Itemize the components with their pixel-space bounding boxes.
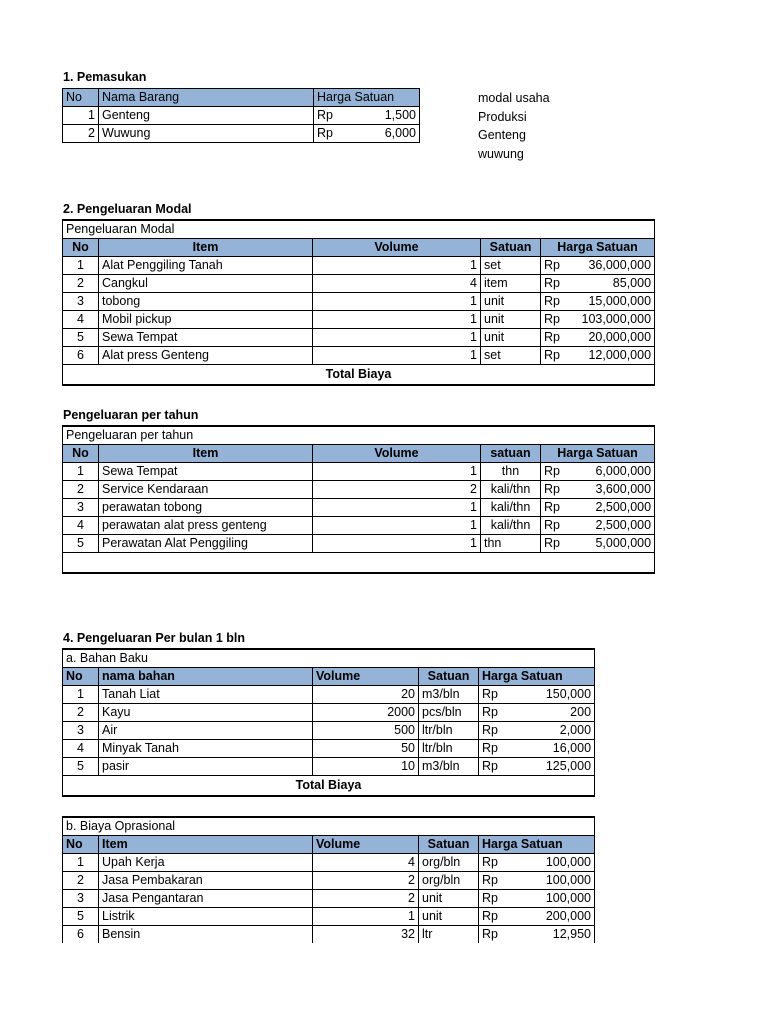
price-value: 100,000: [545, 873, 591, 887]
currency-label: Rp: [544, 258, 560, 272]
row-name: Wuwung: [99, 125, 314, 143]
currency-label: Rp: [544, 536, 560, 550]
table-row: [63, 890, 595, 908]
table-row: [63, 926, 595, 944]
total-row: [63, 365, 655, 386]
row-volume: 1: [313, 908, 419, 926]
price-value: 125,000: [545, 759, 592, 773]
row-price-cell: [541, 517, 655, 535]
table-row: [63, 758, 595, 776]
table-row: [63, 722, 595, 740]
row-unit: kali/thn: [481, 517, 541, 535]
row-no: 3: [63, 499, 99, 517]
table-row: [63, 293, 655, 311]
row-item: Cangkul: [99, 275, 313, 293]
row-unit: pcs/bln: [419, 704, 479, 722]
row-item: Perawatan Alat Penggiling: [99, 535, 313, 553]
price-value: 12,950: [552, 927, 591, 941]
note-line: modal usaha: [478, 91, 550, 105]
section-1-title: 1. Pemasukan: [63, 70, 147, 84]
row-price-cell: [479, 890, 595, 908]
price-value: 2,500,000: [595, 518, 652, 532]
row-item: Tanah Liat: [99, 686, 313, 704]
row-unit: ltr: [419, 926, 479, 944]
row-unit: thn: [481, 535, 541, 553]
currency-label: Rp: [482, 891, 498, 905]
price-value: 2,000: [559, 723, 592, 737]
table-row: [63, 908, 595, 926]
table-row: [63, 311, 655, 329]
currency-label: Rp: [544, 500, 560, 514]
row-no: 5: [63, 535, 99, 553]
row-price-cell: [541, 311, 655, 329]
row-price-cell: [479, 740, 595, 758]
row-price-cell: [314, 107, 420, 125]
row-volume: 4: [313, 854, 419, 872]
header-volume: Volume: [313, 836, 419, 854]
table-row: [63, 481, 655, 499]
total-label: Total Biaya: [63, 776, 595, 797]
header-satuan: satuan: [481, 445, 541, 463]
pengeluaran-per-tahun-table: [62, 425, 655, 574]
table-header-row: [63, 239, 655, 257]
row-no: 5: [63, 908, 99, 926]
row-volume: 1: [313, 517, 481, 535]
note-line: wuwung: [478, 146, 524, 161]
row-price-cell: [541, 463, 655, 481]
price-value: 200,000: [545, 909, 591, 923]
row-no: 2: [63, 125, 99, 143]
header-harga-satuan: Harga Satuan: [314, 89, 420, 107]
row-no: 3: [63, 890, 99, 908]
total-row: [63, 776, 595, 797]
row-no: 2: [63, 872, 99, 890]
row-unit: unit: [419, 908, 479, 926]
note-line: Genteng: [478, 128, 526, 142]
price-value: 1,500: [384, 108, 416, 122]
row-unit: m3/bln: [419, 686, 479, 704]
row-item: Sewa Tempat: [99, 463, 313, 481]
row-volume: 4: [313, 275, 481, 293]
price-value: 2,500,000: [595, 500, 652, 514]
currency-label: Rp: [544, 312, 560, 326]
price-value: 200: [570, 705, 592, 719]
price-value: 6,000,000: [595, 464, 652, 478]
table-caption: a. Bahan Baku: [63, 649, 595, 668]
row-item: Service Kendaraan: [99, 481, 313, 499]
price-value: 100,000: [545, 891, 591, 905]
row-price-cell: [541, 347, 655, 365]
row-unit: unit: [481, 329, 541, 347]
header-no: No: [63, 668, 99, 686]
row-no: 6: [63, 926, 99, 944]
row-item: Kayu: [99, 704, 313, 722]
table-header-row: [63, 668, 595, 686]
row-no: 1: [63, 257, 99, 275]
notes-block: [478, 89, 550, 163]
header-satuan: Satuan: [419, 668, 479, 686]
row-unit: unit: [481, 311, 541, 329]
row-price-cell: [479, 722, 595, 740]
row-volume: 2: [313, 872, 419, 890]
row-no: 5: [63, 758, 99, 776]
price-value: 20,000,000: [588, 330, 652, 344]
row-volume: 1: [313, 535, 481, 553]
row-item: Minyak Tanah: [99, 740, 313, 758]
header-volume: Volume: [313, 239, 481, 257]
currency-label: Rp: [544, 348, 560, 362]
currency-label: Rp: [544, 294, 560, 308]
price-value: 16,000: [552, 741, 592, 755]
table-row: [63, 463, 655, 481]
row-price-cell: [479, 704, 595, 722]
currency-label: Rp: [544, 276, 560, 290]
price-value: 5,000,000: [595, 536, 652, 550]
note-line: Produksi: [478, 109, 527, 124]
row-price-cell: [479, 686, 595, 704]
row-no: 2: [63, 704, 99, 722]
table-row: [63, 499, 655, 517]
price-value: 3,600,000: [595, 482, 652, 496]
table-row: [63, 257, 655, 275]
table-row: [63, 329, 655, 347]
biaya-oprasional-table: [62, 816, 595, 943]
table-header-row: [63, 836, 595, 854]
header-no: No: [63, 89, 99, 107]
empty-total-row: [63, 553, 655, 574]
row-price-cell: [541, 499, 655, 517]
table-row: [63, 872, 595, 890]
row-volume: 1: [313, 293, 481, 311]
row-unit: ltr/bln: [419, 722, 479, 740]
currency-label: Rp: [544, 518, 560, 532]
row-item: Jasa Pengantaran: [99, 890, 313, 908]
row-volume: 2: [313, 481, 481, 499]
price-value: 6,000: [384, 126, 416, 140]
row-no: 1: [63, 107, 99, 125]
row-unit: org/bln: [419, 854, 479, 872]
currency-label: Rp: [317, 126, 333, 140]
row-volume: 1: [313, 311, 481, 329]
table-row: [63, 517, 655, 535]
row-unit: ltr/bln: [419, 740, 479, 758]
row-unit: unit: [419, 890, 479, 908]
header-volume: Volume: [313, 445, 481, 463]
total-label: Total Biaya: [63, 365, 655, 386]
currency-label: Rp: [544, 464, 560, 478]
header-no: No: [63, 836, 99, 854]
row-price-cell: [479, 926, 595, 944]
row-item: Listrik: [99, 908, 313, 926]
row-unit: kali/thn: [481, 481, 541, 499]
row-price-cell: [541, 257, 655, 275]
header-harga-satuan: Harga Satuan: [479, 836, 595, 854]
price-value: 12,000,000: [588, 348, 652, 362]
table-caption: Pengeluaran Modal: [63, 220, 655, 239]
price-value: 36,000,000: [588, 258, 652, 272]
row-item: tobong: [99, 293, 313, 311]
table-row: [63, 535, 655, 553]
row-item: Mobil pickup: [99, 311, 313, 329]
row-unit: item: [481, 275, 541, 293]
row-unit: set: [481, 257, 541, 275]
header-harga-satuan: Harga Satuan: [479, 668, 595, 686]
row-no: 4: [63, 740, 99, 758]
row-price-cell: [541, 535, 655, 553]
table-row: [63, 107, 420, 125]
bahan-baku-table: [62, 648, 595, 797]
row-price-cell: [541, 329, 655, 347]
currency-label: Rp: [544, 330, 560, 344]
row-volume: 1: [313, 499, 481, 517]
row-unit: org/bln: [419, 872, 479, 890]
currency-label: Rp: [482, 909, 498, 923]
row-volume: 1: [313, 257, 481, 275]
header-volume: Volume: [313, 668, 419, 686]
header-satuan: Satuan: [419, 836, 479, 854]
row-no: 4: [63, 517, 99, 535]
currency-label: Rp: [482, 723, 498, 737]
row-no: 1: [63, 686, 99, 704]
row-volume: 1: [313, 463, 481, 481]
header-item: Item: [99, 239, 313, 257]
row-unit: set: [481, 347, 541, 365]
header-harga-satuan: Harga Satuan: [541, 445, 655, 463]
row-item: Sewa Tempat: [99, 329, 313, 347]
price-value: 150,000: [545, 687, 592, 701]
row-price-cell: [479, 758, 595, 776]
row-no: 4: [63, 311, 99, 329]
currency-label: Rp: [482, 873, 498, 887]
row-unit: m3/bln: [419, 758, 479, 776]
header-satuan: Satuan: [481, 239, 541, 257]
section-4-title: 4. Pengeluaran Per bulan 1 bln: [63, 631, 245, 645]
currency-label: Rp: [317, 108, 333, 122]
currency-label: Rp: [482, 855, 498, 869]
row-item: Air: [99, 722, 313, 740]
table-row: [63, 854, 595, 872]
row-no: 3: [63, 722, 99, 740]
row-no: 5: [63, 329, 99, 347]
row-item: perawatan tobong: [99, 499, 313, 517]
row-price-cell: [541, 481, 655, 499]
table-caption: Pengeluaran per tahun: [63, 426, 655, 445]
empty-row: [63, 553, 655, 574]
row-name: Genteng: [99, 107, 314, 125]
table-row: [63, 275, 655, 293]
currency-label: Rp: [482, 705, 498, 719]
row-volume: 500: [313, 722, 419, 740]
header-harga-satuan: Harga Satuan: [541, 239, 655, 257]
row-unit: kali/thn: [481, 499, 541, 517]
row-no: 2: [63, 275, 99, 293]
price-value: 85,000: [612, 276, 652, 290]
row-item: pasir: [99, 758, 313, 776]
header-no: No: [63, 239, 99, 257]
row-unit: thn: [481, 463, 541, 481]
row-volume: 20: [313, 686, 419, 704]
row-no: 3: [63, 293, 99, 311]
row-item: Upah Kerja: [99, 854, 313, 872]
table-row: [63, 347, 655, 365]
row-price-cell: [541, 275, 655, 293]
table-header-row: [63, 445, 655, 463]
row-unit: unit: [481, 293, 541, 311]
row-price-cell: [479, 854, 595, 872]
price-value: 100,000: [545, 855, 591, 869]
row-price-cell: [541, 293, 655, 311]
row-volume: 50: [313, 740, 419, 758]
row-no: 2: [63, 481, 99, 499]
row-item: Alat Penggiling Tanah: [99, 257, 313, 275]
row-volume: 2: [313, 890, 419, 908]
row-no: 1: [63, 463, 99, 481]
currency-label: Rp: [482, 759, 498, 773]
currency-label: Rp: [544, 482, 560, 496]
pemasukan-table: [62, 88, 420, 143]
row-volume: 2000: [313, 704, 419, 722]
section-2-title: 2. Pengeluaran Modal: [63, 202, 192, 216]
table-header-row: [63, 89, 420, 107]
section-3-title: Pengeluaran per tahun: [63, 408, 199, 422]
row-volume: 1: [313, 329, 481, 347]
row-item: perawatan alat press genteng: [99, 517, 313, 535]
header-nama-bahan: nama bahan: [99, 668, 313, 686]
table-row: [63, 125, 420, 143]
row-price-cell: [479, 872, 595, 890]
row-volume: 32: [313, 926, 419, 944]
row-no: 1: [63, 854, 99, 872]
header-item: Item: [99, 836, 313, 854]
header-nama-barang: Nama Barang: [99, 89, 314, 107]
row-price-cell: [479, 908, 595, 926]
currency-label: Rp: [482, 687, 498, 701]
header-no: No: [63, 445, 99, 463]
table-row: [63, 740, 595, 758]
table-caption: b. Biaya Oprasional: [63, 817, 595, 836]
row-item: Alat press Genteng: [99, 347, 313, 365]
row-item: Bensin: [99, 926, 313, 944]
row-volume: 10: [313, 758, 419, 776]
row-no: 6: [63, 347, 99, 365]
price-value: 103,000,000: [581, 312, 652, 326]
header-item: Item: [99, 445, 313, 463]
pengeluaran-modal-table: [62, 219, 655, 386]
table-row: [63, 686, 595, 704]
price-value: 15,000,000: [588, 294, 652, 308]
row-price-cell: [314, 125, 420, 143]
table-row: [63, 704, 595, 722]
row-item: Jasa Pembakaran: [99, 872, 313, 890]
currency-label: Rp: [482, 741, 498, 755]
row-volume: 1: [313, 347, 481, 365]
currency-label: Rp: [482, 927, 498, 941]
